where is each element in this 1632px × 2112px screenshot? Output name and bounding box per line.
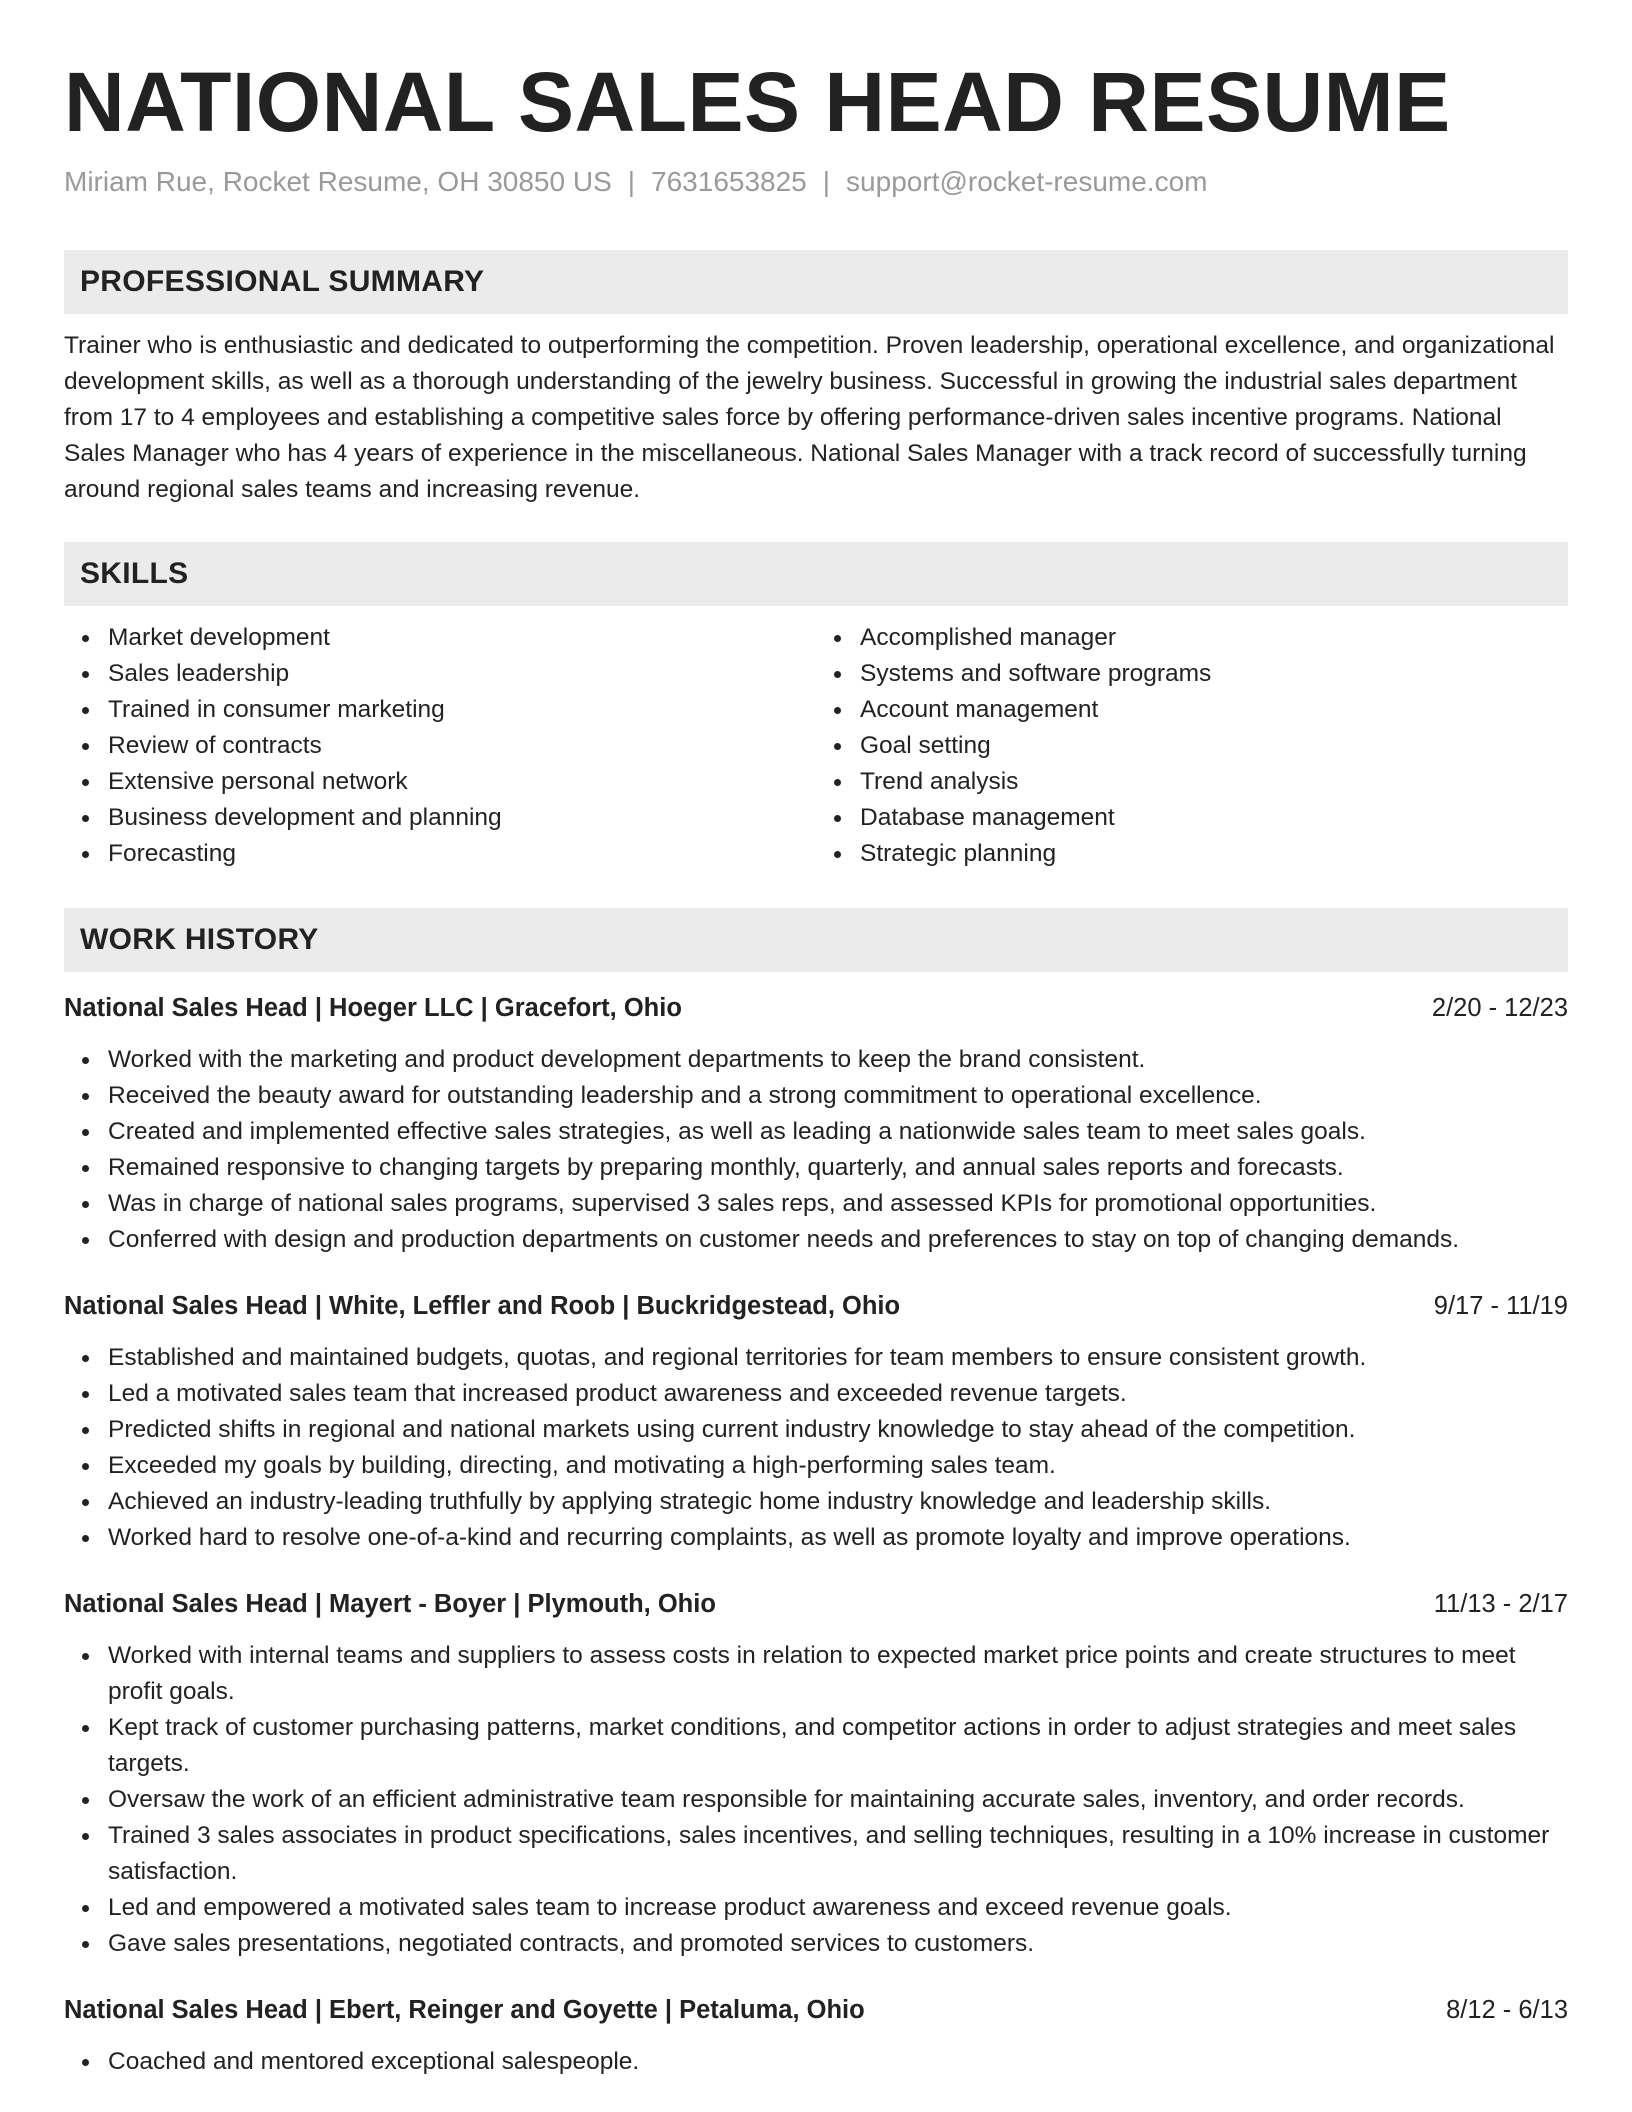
- job-bullet: Trained 3 sales associates in product specifications, sales incentives, and selling techniques, resulting in a 10% increase in customer satisfaction.: [108, 1818, 1568, 1890]
- skill-item: Systems and software programs: [860, 656, 1568, 692]
- job-bullet: Worked with internal teams and suppliers to assess costs in relation to expected market price points and create structures to meet profit goals.: [108, 1638, 1568, 1710]
- contact-address: Miriam Rue, Rocket Resume, OH 30850 US: [64, 166, 612, 197]
- skills-right-column: [816, 620, 1568, 872]
- job-bullet: Exceeded my goals by building, directing, and motivating a high-performing sales team.: [108, 1448, 1568, 1484]
- skill-item: Trained in consumer marketing: [108, 692, 816, 728]
- job-bullet: Was in charge of national sales programs, supervised 3 sales reps, and assessed KPIs for promotional opportunities.: [108, 1186, 1568, 1222]
- job-bullets: [64, 1638, 1568, 1962]
- resume-title: NATIONAL SALES HEAD RESUME: [64, 55, 1451, 149]
- job-dates: 9/17 - 11/19: [1433, 1292, 1568, 1320]
- summary-text: Trainer who is enthusiastic and dedicated to outperforming the competition. Proven leadership, operational excellence, and organizational development skills, as well as a thorough understanding of the jewelry business. Successful in growing the industrial sales department from 17 to 4 employees and establishing a competitive sales force by offering performance-driven sales incentive programs. National Sales Manager who has 4 years of experience in the miscellaneous. National Sales Manager with a track record of successfully turning around regional sales teams and increasing revenue.: [64, 332, 1555, 503]
- job-bullets: [64, 2044, 1568, 2080]
- skills-grid: [64, 620, 1568, 872]
- skill-item: Goal setting: [860, 728, 1568, 764]
- skill-item: Extensive personal network: [108, 764, 816, 800]
- job-header: [64, 1288, 1568, 1324]
- contact-separator: |: [627, 166, 636, 197]
- skill-item: Accomplished manager: [860, 620, 1568, 656]
- skill-item: Business development and planning: [108, 800, 816, 836]
- job-header: [64, 1586, 1568, 1622]
- job-bullet: Gave sales presentations, negotiated contracts, and promoted services to customers.: [108, 1926, 1568, 1962]
- skill-item: Account management: [860, 692, 1568, 728]
- job-entry: [64, 1288, 1568, 1556]
- job-bullet: Coached and mentored exceptional salespeople.: [108, 2044, 1568, 2080]
- job-dates: 2/20 - 12/23: [1431, 994, 1568, 1022]
- job-bullet: Oversaw the work of an efficient administrative team responsible for maintaining accurate sales, inventory, and order records.: [108, 1782, 1568, 1818]
- work-history-heading: WORK HISTORY: [64, 908, 1568, 972]
- job-dates: 8/12 - 6/13: [1446, 1996, 1568, 2024]
- job-bullet: Predicted shifts in regional and national markets using current industry knowledge to stay ahead of the competition.: [108, 1412, 1568, 1448]
- job-bullets: [64, 1042, 1568, 1258]
- contact-separator: |: [822, 166, 831, 197]
- skill-item: Forecasting: [108, 836, 816, 872]
- job-title: National Sales Head | Ebert, Reinger and Goyette | Petaluma, Ohio: [64, 1996, 865, 2024]
- skill-item: Review of contracts: [108, 728, 816, 764]
- job-dates: 11/13 - 2/17: [1433, 1590, 1568, 1618]
- skill-item: Trend analysis: [860, 764, 1568, 800]
- job-entry: [64, 1586, 1568, 1962]
- job-title: National Sales Head | Mayert - Boyer | Plymouth, Ohio: [64, 1590, 716, 1618]
- job-bullet: Established and maintained budgets, quotas, and regional territories for team members to ensure consistent growth.: [108, 1340, 1568, 1376]
- job-bullet: Worked hard to resolve one-of-a-kind and recurring complaints, as well as promote loyalty and improve operations.: [108, 1520, 1568, 1556]
- job-title: National Sales Head | White, Leffler and Roob | Buckridgestead, Ohio: [64, 1292, 901, 1320]
- job-bullet: Received the beauty award for outstanding leadership and a strong commitment to operational excellence.: [108, 1078, 1568, 1114]
- job-bullet: Remained responsive to changing targets by preparing monthly, quarterly, and annual sales reports and forecasts.: [108, 1150, 1568, 1186]
- job-header: [64, 1992, 1568, 2028]
- job-bullet: Achieved an industry-leading truthfully by applying strategic home industry knowledge and leadership skills.: [108, 1484, 1568, 1520]
- skills-heading: SKILLS: [64, 542, 1568, 606]
- contact-phone: 7631653825: [651, 166, 807, 197]
- skill-item: Strategic planning: [860, 836, 1568, 872]
- job-bullet: Conferred with design and production departments on customer needs and preferences to stay on top of changing demands.: [108, 1222, 1568, 1258]
- job-bullet: Led a motivated sales team that increased product awareness and exceeded revenue targets.: [108, 1376, 1568, 1412]
- summary-heading: PROFESSIONAL SUMMARY: [64, 250, 1568, 314]
- skills-left-column: [64, 620, 816, 872]
- contact-email: support@rocket-resume.com: [846, 166, 1208, 197]
- job-title: National Sales Head | Hoeger LLC | Gracefort, Ohio: [64, 994, 682, 1022]
- job-bullet: Created and implemented effective sales strategies, as well as leading a nationwide sales team to meet sales goals.: [108, 1114, 1568, 1150]
- job-bullets: [64, 1340, 1568, 1556]
- job-entry: [64, 990, 1568, 1258]
- job-header: [64, 990, 1568, 1026]
- skill-item: Sales leadership: [108, 656, 816, 692]
- job-bullet: Worked with the marketing and product development departments to keep the brand consistent.: [108, 1042, 1568, 1078]
- skill-item: Database management: [860, 800, 1568, 836]
- skill-item: Market development: [108, 620, 816, 656]
- contact-line: [64, 164, 1568, 200]
- job-entry: [64, 1992, 1568, 2080]
- job-bullet: Kept track of customer purchasing patterns, market conditions, and competitor actions in order to adjust strategies and meet sales targets.: [108, 1710, 1568, 1782]
- job-bullet: Led and empowered a motivated sales team to increase product awareness and exceed revenue goals.: [108, 1890, 1568, 1926]
